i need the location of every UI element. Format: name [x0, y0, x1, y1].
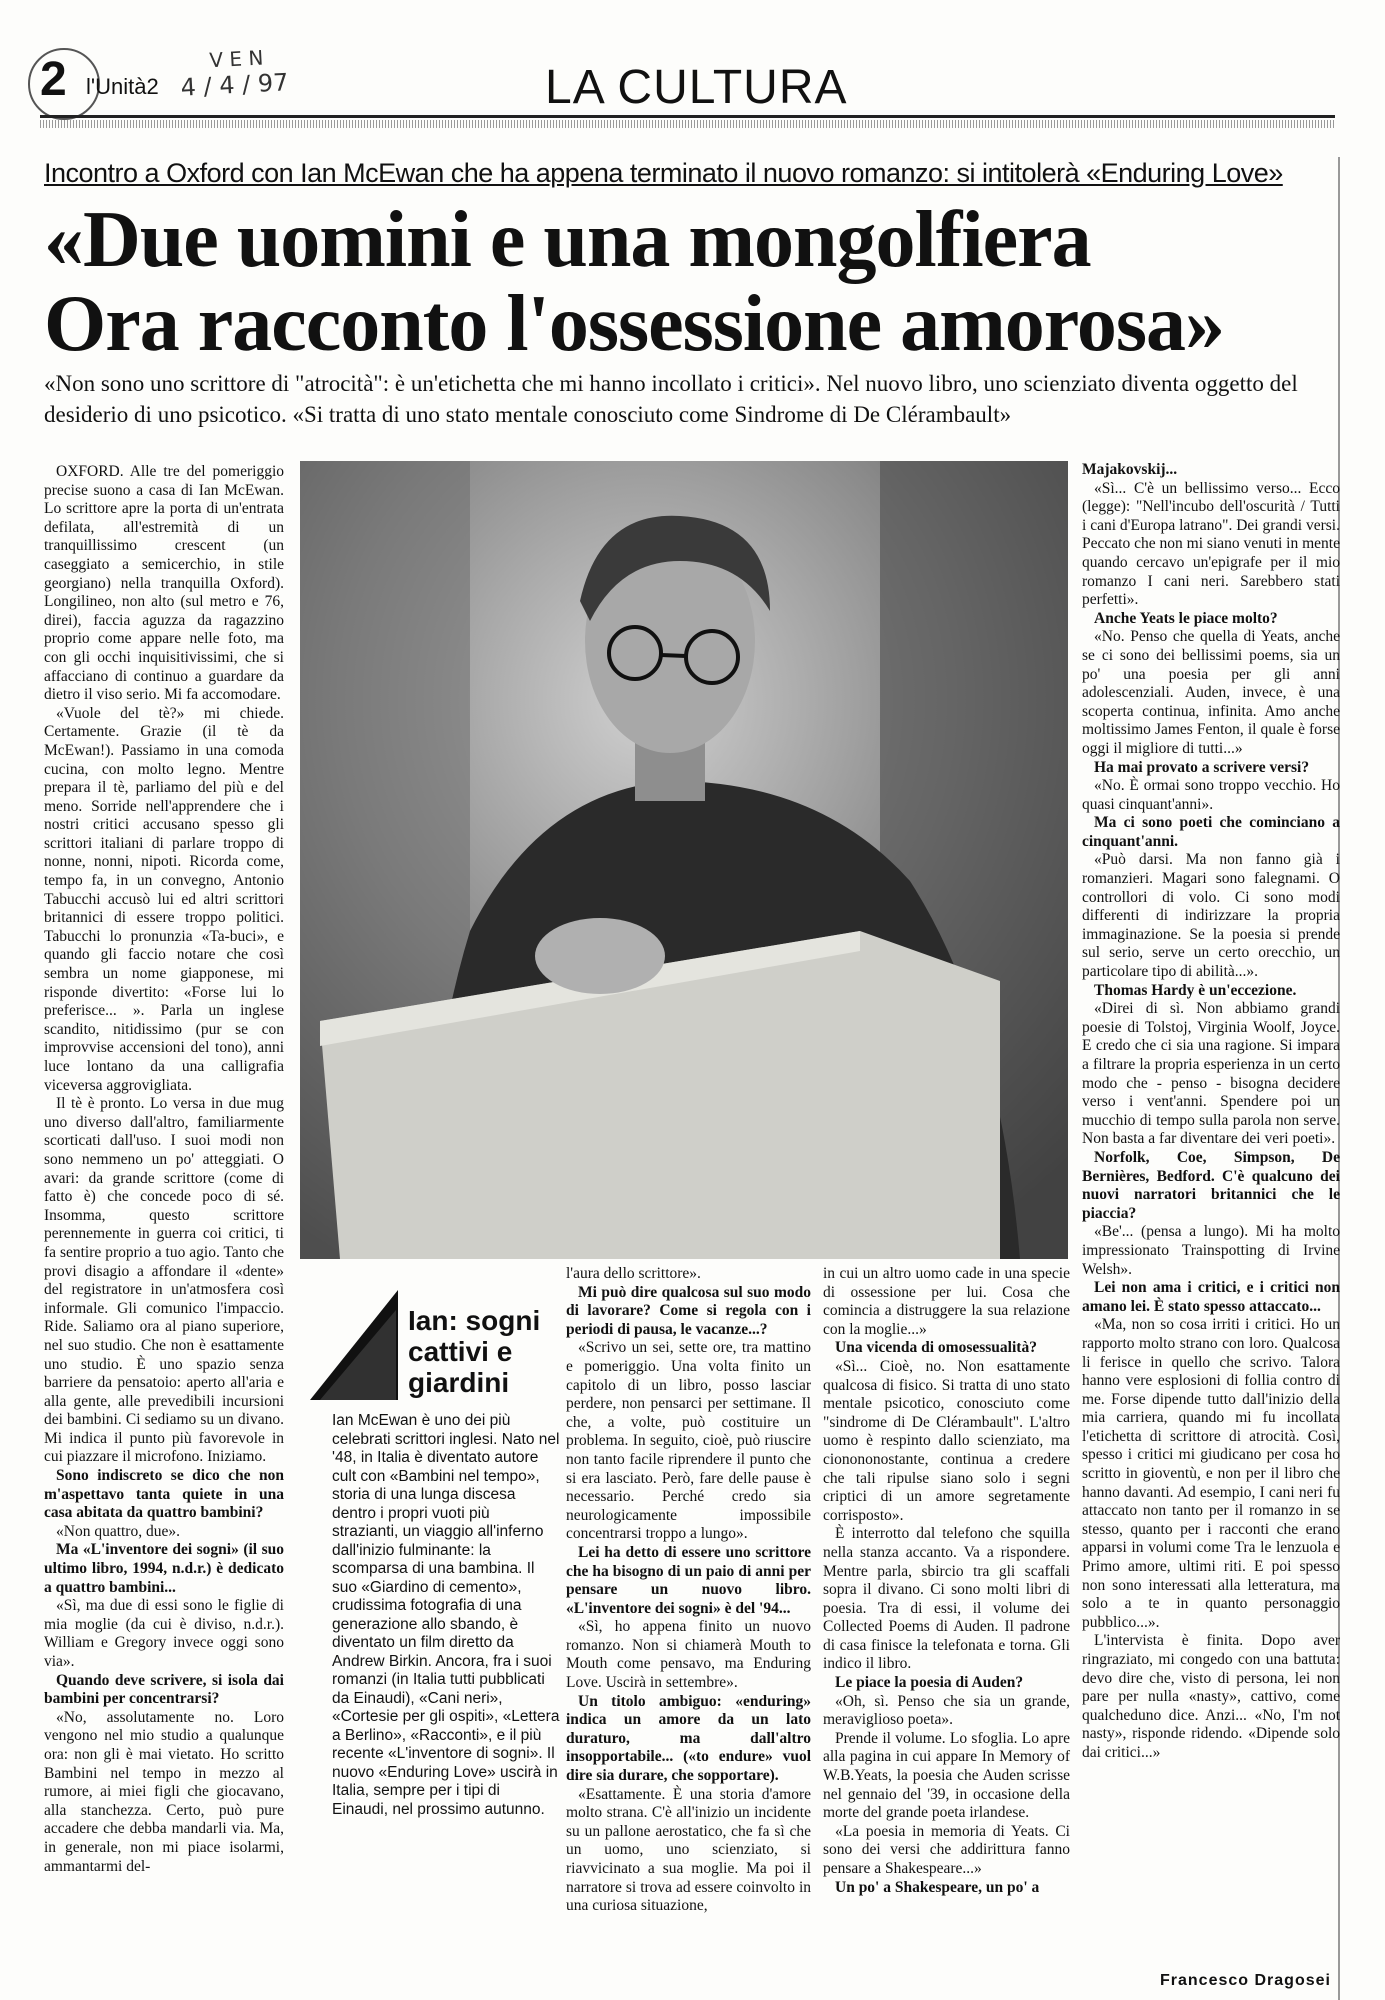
author-photo — [300, 461, 1068, 1259]
question: Majakovskij... — [1082, 461, 1178, 478]
sidebar-title: Ian: sogni cattivi e giardini — [408, 1305, 541, 1398]
paragraph: «Oh, sì. Penso che sia un grande, meraviglioso poeta». — [823, 1692, 1070, 1729]
sidebar-body: Ian McEwan è uno dei più celebrati scrittori inglesi. Nato nel '48, in Italia è diventato autore cult con «Bambini nel tempo», storia di una lunga discesa dentro i propri vuoti più strazianti, un viaggio all'inferno dall'inizio fulminante: la scomparsa di una bambina. Il suo «Giardino di cemento», crudissima fotografia di una generazione allo sbando, è diventato un film diretto da Andrew Birkin. Ancora, fra i suoi romanzi (in Italia tutti pubblicati da Einaudi), «Cani neri», «Cortesie per gli ospiti», «Lettera a Berlino», «Racconti», e il più recente «L'inventore di sogni». Il nuovo «Enduring Love» uscirà in Italia, sempre per i tipi di Einaudi, nel prossimo autunno. — [332, 1412, 560, 1818]
paragraph: «Be'... (pensa a lungo). Mi ha molto impressionato Trainspotting di Irvine Welsh». — [1082, 1223, 1340, 1278]
question: Ma ci sono poeti che cominciano a cinquant'anni. — [1082, 814, 1340, 850]
question: Sono indiscreto se dico che non m'aspettavo tanta quiete in una casa abitata da quattro bambini? — [44, 1467, 284, 1522]
sidebar-box — [310, 1280, 560, 1820]
question: Una vicenda di omosessualità? — [835, 1339, 1037, 1357]
paragraph: in cui un altro uomo cade in una specie di ossessione per lui. Cosa che comincia a distruggere la sua relazione con la moglie...» — [823, 1265, 1070, 1338]
paragraph: L'intervista è finita. Dopo aver ringraziato, mi congedo con una battuta: devo dire che, visto di persona, lei non pare per nulla «nasty», cattivo, come qualcheduno dice. Anzi... «No, I'm not nasty», risponde ridendo. «Dipende solo dai critici...» — [1082, 1632, 1340, 1761]
handwritten-day: V E N — [208, 45, 264, 73]
article-column-2 — [566, 1265, 811, 1916]
question: Le piace la poesia di Auden? — [835, 1674, 1024, 1692]
paragraph: «Direi di sì. Non abbiamo grandi poesie di Tolstoj, Virginia Woolf, Joyce. E credo che ci sia una ragione. Si impara a filtrare la propria esperienza in un certo modo che - penso - bisogna decidere verso i vent'anni. Spendere poi un mucchio di tempo sulla parola non serve. Non basta a far diventare dei veri poeti». — [1082, 1000, 1340, 1148]
paragraph: «Scrivo un sei, sette ore, tra mattino e pomeriggio. Una volta finito un capitolo di un libro, posso lasciar perdere, non pensarci per settimane. Il che, a volte, può costituire un problema. In seguito, cioè, può riuscire non tanto facile riprendere il punto che si era lasciato. Però, fare delle pause è necessario. Perché credo sia neurologicamente impossibile concentrarsi troppo a lungo». — [566, 1339, 811, 1543]
portrait-illustration — [300, 461, 1068, 1259]
article-column-4 — [1082, 461, 1340, 1763]
paragraph: «Può darsi. Ma non fanno già i romanzieri. Magari sono falegnami. O controllori di volo. Ci sono modi differenti di indirizzare la propria immaginazione. Se la poesia si prende sul serio, serve un certo orecchio, un particolare tipo di abilità...». — [1082, 851, 1340, 981]
question: Mi può dire qualcosa sul suo modo di lavorare? Come si regola con i periodi di pausa, le vacanze...? — [566, 1283, 811, 1338]
question: Un titolo ambiguo: «enduring» indica un amore da un lato duraturo, ma dall'altro insopportabile... («to endure» vuol dire sia durare, che sopportare). — [566, 1692, 811, 1785]
paragraph: «Esattamente. È una storia d'amore molto strana. C'è all'inizio un incidente su un pallone aerostatico, che fa sì che un uomo, uno scienziato, si riavvicinato a sua moglie. Ma poi il narratore si trova ad essere coinvolto in una curiosa situazione, — [566, 1785, 811, 1915]
paragraph: «Sì... C'è un bellissimo verso... Ecco (legge): "Nell'incubo dell'oscurità / Tutti i cani d'Europa latrano". Dei grandi versi. Peccato che non mi siano venuti in mente quando cercavo un'epigrafe per il mio romanzo I cani neri. Sarebbero stati perfetti». — [1082, 479, 1340, 609]
paragraph: «No. È ormai sono troppo vecchio. Ho quasi cinquant'anni». — [1082, 777, 1340, 813]
handwritten-date: 4 / 4 / 97 — [180, 68, 290, 102]
article-subhead: «Non sono uno scrittore di "atrocità": è un'etichetta che mi hanno incollato i critici». Nel nuovo libro, uno scienziato diventa oggetto del desiderio di uno psicotico. «Si tratta di uno stato mentale conosciuto come Sindrome di De Clérambault» — [44, 371, 1298, 427]
question: Thomas Hardy è un'eccezione. — [1094, 981, 1297, 999]
article-column-3 — [823, 1265, 1070, 1897]
question: Lei ha detto di essere uno scrittore che ha bisogno di un paio di anni per pensare un nuovo libro. «L'inventore dei sogni» è del '94... — [566, 1543, 811, 1617]
question: Lei non ama i critici, e i critici non amano lei. È stato spesso attaccato... — [1082, 1279, 1340, 1315]
question: Quando deve scrivere, si isola dai bambini per concentrarsi? — [44, 1671, 284, 1708]
headline-line-2: Ora racconto l'ossessione amorosa» — [44, 280, 1224, 368]
author-byline: Francesco Dragosei — [1160, 1972, 1331, 1989]
masthead-hatch — [40, 120, 1335, 128]
question: Ha mai provato a scrivere versi? — [1094, 758, 1310, 776]
paragraph: È interrotto dal telefono che squilla nella stanza accanto. Va a rispondere. Mentre parla, sbircio tra gli scaffali sopra il divano. Ci sono molti libri di poesia. Tra di essi, il volume dei Collected Poems di Auden. Il padrone di casa finisce la telefonata e torna. Gli indico il libro. — [823, 1525, 1070, 1673]
question: Ma «L'inventore dei sogni» (il suo ultimo libro, 1994, n.d.r.) è dedicato a quattro bambini... — [44, 1541, 284, 1596]
paragraph: «Vuole del tè?» mi chiede. Certamente. Grazie (il tè da McEwan!). Passiamo in una comoda cucina, con molto legno. Mentre prepara il tè, parliamo del più e del meno. Sorride nell'apprendere che i nostri critici accusano spesso gli scrittori italiani di parlare troppo di nonne, nonni, nipoti. Ricorda come, tempo fa, in un convegno, Antonio Tabucchi accusò lui ed altri scrittori britannici di essere troppo politici. Tabucchi lo pronunzia «Ta-buci», e quando gli faccio notare che così sembra un nome giapponese, mi risponde divertito: «Forse lui lo preferisce... ». Parla un inglese scandito, nitidissimo (pur se con improvvise accensioni del tono), anni luce lontano da una calligrafia viceversa aggrovigliata. — [44, 704, 284, 1094]
paragraph: Il tè è pronto. Lo versa in due mug uno diverso dall'altro, familiarmente scorticati dall'uso. I suoi modi non sono nemmeno un po' atteggiati. O avari: da grande scrittore (come di fatto è) che concede poco di sé. Insomma, questo scrittore perennemente in guerra coi critici, ti fa sentire proprio a tuo agio. Tanto che provi disagio a affondare il «dente» del registratore in un'atmosfera così informale. Gli comunico l'impaccio. Ride. Saliamo ora al piano superiore, nel suo studio. Che non è esattamente uno studio. È uno spazio senza barriere da pensatoio: aperto all'aria e alla gente, alle prevedibili incursioni dei bambini. Ci sediamo su un divano. Mi indica il punto più favorevole in cui piazzare il microfono. Iniziamo. — [44, 1095, 284, 1466]
newspaper-name: l'Unità2 — [86, 74, 159, 99]
headline-line-1: «Due uomini e una mongolfiera — [44, 196, 1091, 284]
page-number: 2 — [40, 53, 67, 106]
handwritten-date-note — [179, 43, 289, 101]
paragraph: «No. Penso che quella di Yeats, anche se ci sono dei bellissimi poems, sia un po' una poesia per gli anni adolescenziali. Auden, invece, è una scoperta continua, infinita. Amo anche moltissimo James Fenton, il quale è forse oggi il migliore di tutti...» — [1082, 628, 1340, 757]
paragraph: «Sì, ho appena finito un nuovo romanzo. Non si chiamerà Mouth to Mouth come pensavo, ma Enduring Love. Uscirà in settembre». — [566, 1618, 811, 1692]
question: Anche Yeats le piace molto? — [1094, 609, 1278, 627]
question: Un po' a Shakespeare, un po' a — [835, 1878, 1040, 1896]
paragraph: OXFORD. Alle tre del pomeriggio precise suono a casa di Ian McEwan. Lo scrittore apre la porta di un'entrata defilata, all'estremità di un tranquillissimo crescent (un caseggiato a semicerchio, in stile georgiano) nella tranquilla Oxford). Longilineo, non alto (sul metro e 76, direi), faccia aguzza da ragazzino proprio come appare nelle foto, ma con gli occhi inquisitivissimi, che si affacciano di continuo a guardare da dietro il viso serio. Mi fa accomodare. — [44, 463, 284, 704]
masthead-rule — [40, 115, 1335, 118]
paragraph: l'aura dello scrittore». — [566, 1265, 701, 1282]
paragraph: Prende il volume. Lo sfoglia. Lo apre alla pagina in cui appare In Memory of W.B.Yeats, la poesia che Auden scrisse nel gennaio del '39, in occasione della morte del grande poeta irlandese. — [823, 1729, 1070, 1822]
paragraph: «Sì, ma due di essi sono le figlie di mia moglie (da cui è diviso, n.d.r.). William e Gregory invece oggi sono via». — [44, 1597, 284, 1670]
article-kicker: Incontro a Oxford con Ian McEwan che ha appena terminato il nuovo romanzo: si intitolerà «Enduring Love» — [44, 158, 1283, 188]
paragraph: «Non quattro, due». — [56, 1522, 180, 1540]
section-title: LA CULTURA — [545, 61, 848, 114]
paragraph: «La poesia in memoria di Yeats. Ci sono dei versi che addirittura fanno pensare a Shakespeare...» — [823, 1822, 1070, 1877]
article-column-1 — [44, 463, 284, 1876]
paragraph: «Ma, non so cosa irriti i critici. Ho un rapporto molto strano con loro. Qualcosa li ferisce in quello che scrivo. Talora hanno vere esplosioni di follia contro di me. Forse dipende tutto dall'inizio della mia carriera, quando mi fu incollata l'etichetta di scrittore di atrocità. Così, spesso i critici mi giudicano per cosa ho scritto in gioventù, e non per il libro che hanno davanti. Ad esempio, I cani neri fu attaccato non tanto per il romanzo in se stesso, quanto per i racconti che erano apparsi in volumi come Tra le lenzuola e Primo amore, ultimi riti. E poi spesso non sono interessati alla letteratura, ma solo a te in quanto personaggio pubblico...». — [1082, 1316, 1340, 1631]
question: Norfolk, Coe, Simpson, De Bernières, Bedford. C'è qualcuno dei nuovi narratori britannici che le piaccia? — [1082, 1148, 1340, 1222]
article-headline — [44, 198, 1224, 366]
paragraph: «No, assolutamente no. Loro vengono nel mio studio a qualunque ora: non gli è mai vietato. Ho scritto Bambini nel tempo in mezzo al rumore, ai miei figli che giocavano, alla stanchezza. Certo, può pure accadere che debba mandarli via. Ma, in generale, non mi piace isolarmi, ammantarmi del- — [44, 1708, 284, 1875]
paragraph: «Sì... Cioè, no. Non esattamente qualcosa di fisico. Si tratta di uno stato mentale psicotico, conosciuto come "sindrome di De Clérambault". L'altro uomo è respinto dallo scienziato, ma cionononostante, continua a credere che tali ripulse siano solo i segni criptici di un amore segretamente corrisposto». — [823, 1357, 1070, 1524]
